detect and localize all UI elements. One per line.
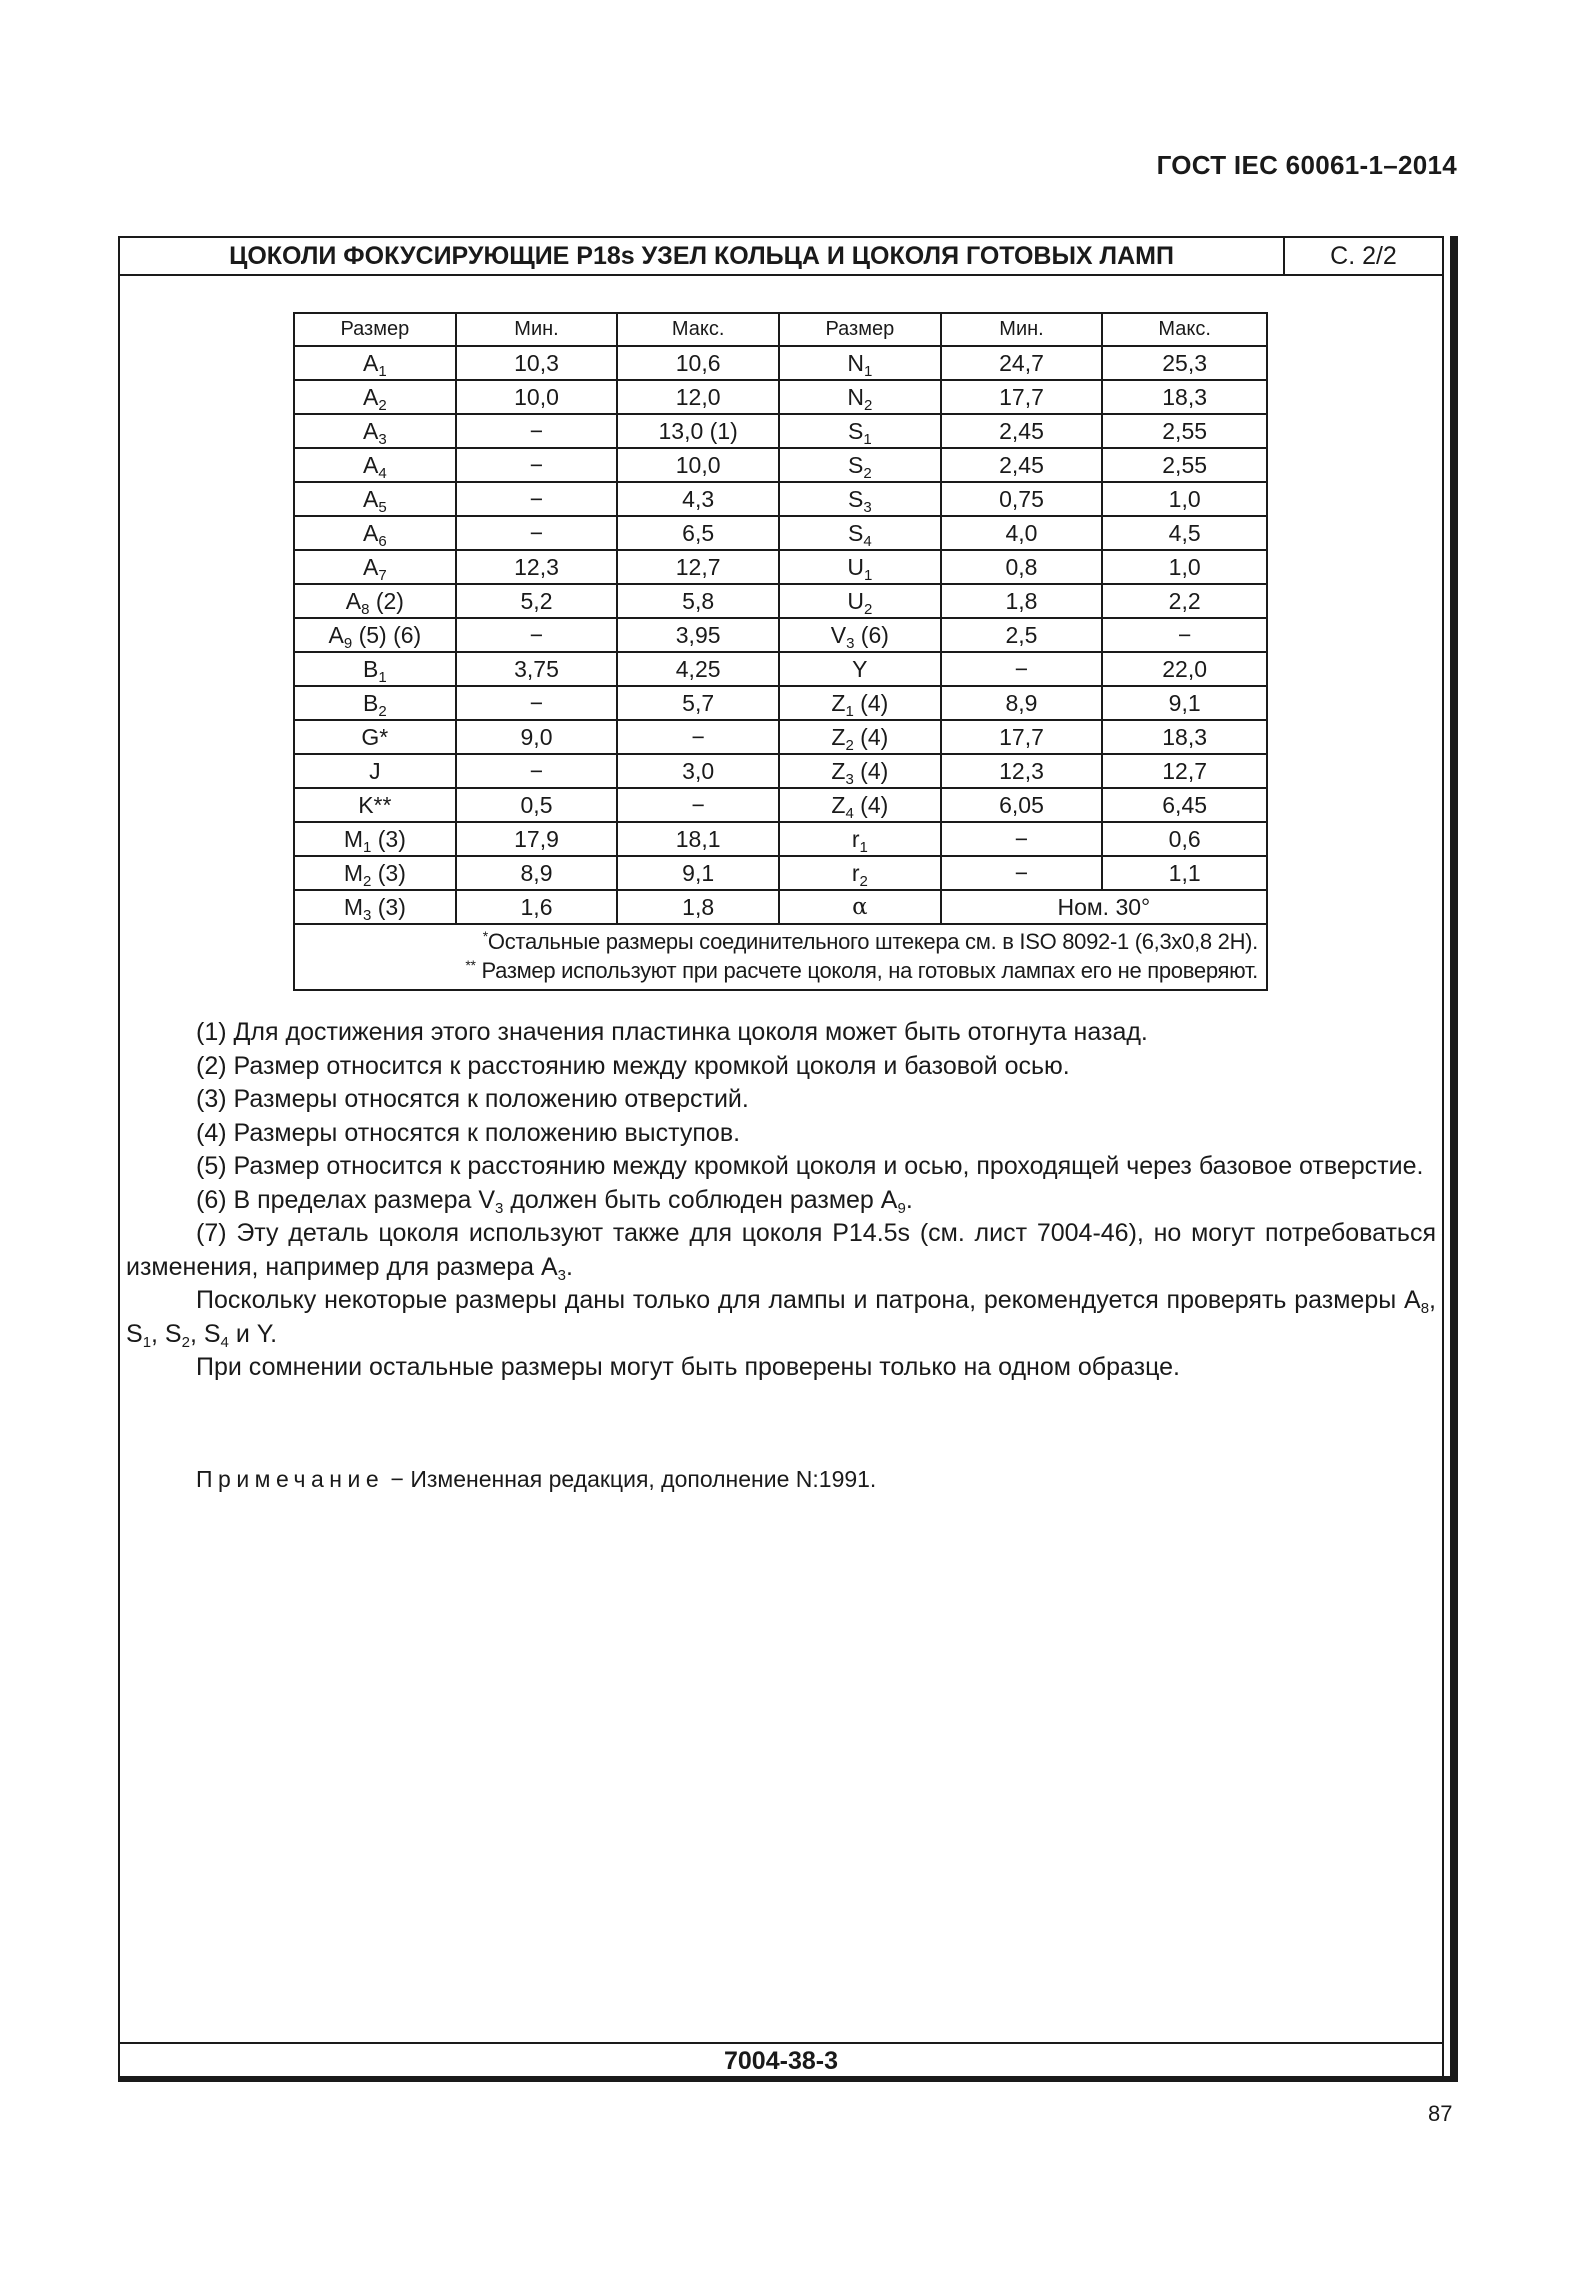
table-cell (779, 720, 941, 754)
table-row (294, 414, 1267, 448)
size-base: A (345, 587, 362, 614)
size-base: J (369, 757, 381, 784)
sheet-title: ЦОКОЛИ ФОКУСИРУЮЩИЕ P18s УЗЕЛ КОЛЬЦА И ЦОКОЛЯ ГОТОВЫХ ЛАМП (120, 238, 1285, 274)
table-cell (294, 720, 456, 754)
remark-label: Примечание (196, 1466, 385, 1492)
table-cell: − (456, 482, 618, 516)
size-subscript: 2 (863, 396, 873, 414)
footnote-1 (303, 927, 1258, 956)
table-cell: 9,1 (617, 856, 779, 890)
table-row (294, 448, 1267, 482)
size-base: Z (831, 689, 846, 716)
header-size: Размер (779, 313, 941, 346)
table-cell: 9,1 (1102, 686, 1267, 720)
table-footnotes (294, 924, 1267, 990)
table-cell: − (456, 414, 618, 448)
size-base: r (851, 859, 860, 886)
table-cell (294, 754, 456, 788)
table-cell: − (1102, 618, 1267, 652)
table-cell (294, 788, 456, 822)
size-base: S (847, 485, 864, 512)
table-cell: − (456, 754, 618, 788)
table-cell: 1,8 (941, 584, 1103, 618)
header-size: Размер (294, 313, 456, 346)
size-subscript: 3 (845, 770, 854, 788)
table-cell: 0,5 (456, 788, 618, 822)
size-note: (5) (6) (352, 621, 422, 648)
size-subscript: 2 (363, 872, 372, 890)
note-3: (3) Размеры относятся к положению отверстий. (196, 1085, 749, 1113)
table-cell (779, 380, 941, 414)
note-2: (2) Размер относится к расстоянию между кромкой цоколя и базовой осью. (196, 1051, 1070, 1080)
table-cell: 2,45 (941, 448, 1103, 482)
size-base: M (343, 859, 364, 886)
size-base: Z (831, 791, 846, 818)
size-subscript: 1 (863, 430, 872, 448)
header-max: Макс. (617, 313, 779, 346)
table-cell: − (941, 822, 1103, 856)
table-cell (294, 890, 456, 924)
size-base: K** (358, 791, 392, 818)
size-base: A (363, 519, 379, 546)
table-cell: 3,95 (617, 618, 779, 652)
table-cell: 2,55 (1102, 448, 1267, 482)
size-subscript: 3 (363, 906, 372, 924)
table-cell (294, 346, 456, 380)
size-base: A (328, 621, 344, 648)
notes-block (126, 1016, 1436, 1385)
table-cell (294, 448, 456, 482)
table-cell (294, 822, 456, 856)
size-base: A (363, 349, 379, 376)
table-cell (294, 652, 456, 686)
size-base: Y (852, 655, 868, 682)
size-base: M (343, 825, 364, 852)
size-subscript: 1 (845, 702, 854, 720)
table-cell: 24,7 (941, 346, 1103, 380)
size-note: (2) (369, 587, 404, 614)
table-cell (779, 482, 941, 516)
remark (196, 1466, 876, 1493)
table-cell (294, 516, 456, 550)
note-5: (5) Размер относится к расстоянию между кромкой цоколя и осью, проходящей через базовое отверстие. (196, 1152, 1424, 1180)
table-cell (779, 652, 941, 686)
table-cell: 12,3 (456, 550, 618, 584)
size-base: G* (361, 723, 389, 750)
table-cell: 1,0 (1102, 482, 1267, 516)
table-cell: − (456, 516, 618, 550)
size-note: (4) (853, 757, 889, 784)
table-cell (294, 584, 456, 618)
size-subscript: 1 (363, 838, 372, 856)
footnote-mark: * (482, 928, 488, 944)
table-cell: 1,1 (1102, 856, 1267, 890)
size-note: (3) (371, 825, 406, 852)
table-row (294, 652, 1267, 686)
table-cell: 10,6 (617, 346, 779, 380)
size-subscript: 2 (863, 600, 873, 618)
table-row (294, 720, 1267, 754)
size-subscript: 3 (378, 430, 387, 448)
table-footnote-row (294, 924, 1267, 990)
size-subscript: 1 (378, 362, 387, 380)
standard-designation: ГОСТ IEC 60061-1–2014 (1156, 150, 1457, 180)
table-cell: 4,0 (941, 516, 1103, 550)
table-row (294, 856, 1267, 890)
sheet-code: 7004-38-3 (120, 2042, 1442, 2078)
table-cell: 17,7 (941, 380, 1103, 414)
footnote-text: Остальные размеры соединительного штекера см. в ISO 8092-1 (6,3х0,8 2Н). (487, 929, 1258, 954)
table-cell: 12,7 (1102, 754, 1267, 788)
table-row (294, 822, 1267, 856)
note-4: (4) Размеры относятся к положению выступов. (196, 1118, 741, 1147)
table-cell (294, 686, 456, 720)
table-cell (779, 448, 941, 482)
table-cell: 9,0 (456, 720, 618, 754)
table-cell (779, 414, 941, 448)
table-cell: 6,05 (941, 788, 1103, 822)
table-cell: 5,7 (617, 686, 779, 720)
table-cell: 5,2 (456, 584, 618, 618)
table-cell (779, 346, 941, 380)
table-row (294, 346, 1267, 380)
table-row (294, 754, 1267, 788)
size-subscript: 6 (378, 532, 387, 550)
table-cell: 17,7 (941, 720, 1103, 754)
size-base: r (851, 825, 860, 852)
table-cell (779, 822, 941, 856)
table-row (294, 788, 1267, 822)
size-subscript: 7 (378, 566, 387, 584)
table-cell (779, 618, 941, 652)
table-cell: α (779, 890, 941, 924)
frame-shadow-bottom (118, 2076, 1458, 2082)
table-cell: 5,8 (617, 584, 779, 618)
table-cell: 1,6 (456, 890, 618, 924)
size-base: A (363, 417, 379, 444)
table-cell: 4,3 (617, 482, 779, 516)
table-cell: 2,55 (1102, 414, 1267, 448)
table-cell: 12,7 (617, 550, 779, 584)
table-cell (779, 686, 941, 720)
table-cell (294, 414, 456, 448)
size-base: S (847, 519, 864, 546)
note-1: (1) Для достижения этого значения пластинка цоколя может быть отогнута назад. (196, 1018, 1148, 1046)
size-subscript: 2 (859, 872, 868, 890)
size-base: Z (831, 723, 846, 750)
size-base: V (830, 621, 847, 648)
table-body (294, 346, 1267, 890)
table-cell: 22,0 (1102, 652, 1267, 686)
table-cell: 12,0 (617, 380, 779, 414)
table-cell: 18,3 (1102, 720, 1267, 754)
size-subscript: 3 (863, 498, 872, 516)
note-7: (7) Эту деталь цоколя используют также для цоколя P14.5s (см. лист 7004-46), но могут потребоваться изменения, например для размера $A_3$. (126, 1219, 1436, 1284)
size-base: B (363, 655, 379, 682)
dimensions-table (293, 312, 1268, 991)
table-cell: 4,25 (617, 652, 779, 686)
table-cell: − (456, 686, 618, 720)
remark-text: − Измененная редакция, дополнение N:1991. (384, 1466, 877, 1492)
table-row (294, 584, 1267, 618)
table-row (294, 618, 1267, 652)
size-base: S (847, 451, 864, 478)
size-base: A (363, 383, 379, 410)
table-cell: − (456, 448, 618, 482)
size-note: (3) (371, 859, 406, 886)
table-cell: − (617, 788, 779, 822)
size-subscript: 1 (863, 566, 873, 584)
size-subscript: 2 (845, 736, 854, 754)
table-cell: 18,1 (617, 822, 779, 856)
table-cell: 8,9 (456, 856, 618, 890)
table-cell: 4,5 (1102, 516, 1267, 550)
page-number: 87 (1428, 2101, 1453, 2126)
table-cell: 25,3 (1102, 346, 1267, 380)
table-cell: − (456, 618, 618, 652)
table-cell: 1,0 (1102, 550, 1267, 584)
table-cell: 3,75 (456, 652, 618, 686)
size-base: N (847, 349, 864, 376)
table-row (294, 686, 1267, 720)
table-cell: − (941, 652, 1103, 686)
table-cell (779, 754, 941, 788)
size-subscript: 1 (378, 668, 387, 686)
size-subscript: 4 (378, 464, 387, 482)
size-base: Z (831, 757, 846, 784)
size-subscript: 3 (846, 634, 855, 652)
table-cell: 10,3 (456, 346, 618, 380)
size-subscript: 2 (863, 464, 872, 482)
size-base: A (363, 553, 379, 580)
size-note: (4) (853, 723, 889, 750)
table-cell (779, 516, 941, 550)
size-subscript: 1 (863, 362, 873, 380)
size-subscript: 4 (863, 532, 872, 550)
table-cell: 10,0 (617, 448, 779, 482)
note-6: (6) В пределах размера $V_3$ должен быть соблюден размер $A_9$. (196, 1185, 913, 1217)
header-min: Мин. (941, 313, 1103, 346)
table-cell (294, 482, 456, 516)
table-cell: 6,5 (617, 516, 779, 550)
table-cell: 17,9 (456, 822, 618, 856)
table-cell: − (617, 720, 779, 754)
table-row (294, 482, 1267, 516)
table-cell (294, 856, 456, 890)
table-cell: 2,5 (941, 618, 1103, 652)
size-subscript: 8 (361, 600, 370, 618)
table-cell (294, 380, 456, 414)
table-cell (779, 584, 941, 618)
size-note: (4) (853, 791, 889, 818)
size-note: (6) (854, 621, 889, 648)
table-row (294, 890, 1267, 924)
table-cell (779, 550, 941, 584)
table-cell (294, 618, 456, 652)
header-min: Мин. (456, 313, 618, 346)
table-cell: 8,9 (941, 686, 1103, 720)
table-cell: 12,3 (941, 754, 1103, 788)
table-cell (779, 856, 941, 890)
footnote-2 (303, 956, 1258, 985)
size-note: (3) (371, 893, 406, 920)
table-cell: 0,6 (1102, 822, 1267, 856)
table-cell: 0,8 (941, 550, 1103, 584)
size-base: A (363, 485, 379, 512)
table-cell: 2,2 (1102, 584, 1267, 618)
footnote-text: Размер используют при расчете цоколя, на готовых лампах его не проверяют. (475, 958, 1258, 983)
size-base: N (847, 383, 864, 410)
sheet-number: С. 2/2 (1330, 242, 1397, 270)
table-cell: Ном. 30° (941, 890, 1267, 924)
table-row (294, 516, 1267, 550)
size-subscript: 4 (845, 804, 854, 822)
size-base: S (847, 417, 864, 444)
table-cell (294, 550, 456, 584)
size-subscript: 2 (378, 396, 387, 414)
header-max: Макс. (1102, 313, 1267, 346)
size-subscript: 5 (378, 498, 387, 516)
table-cell: 1,8 (617, 890, 779, 924)
table-cell: 2,45 (941, 414, 1103, 448)
table-cell: 6,45 (1102, 788, 1267, 822)
table-cell: 13,0 (1) (617, 414, 779, 448)
table-cell: 10,0 (456, 380, 618, 414)
table-cell: − (941, 856, 1103, 890)
table-header-row (294, 313, 1267, 346)
size-note: (4) (853, 689, 889, 716)
table-cell: 0,75 (941, 482, 1103, 516)
size-base: U (847, 553, 864, 580)
table-row (294, 550, 1267, 584)
table-cell (779, 788, 941, 822)
paragraph-check-sizes: Поскольку некоторые размеры даны только для лампы и патрона, рекомендуется проверять размеры $A_8$, $S_1$, $S_2$, $S_4$ и Y. (126, 1286, 1436, 1351)
table-cell: 18,3 (1102, 380, 1267, 414)
size-subscript: 2 (378, 702, 387, 720)
table-row (294, 380, 1267, 414)
size-base: A (363, 451, 379, 478)
size-base: U (847, 587, 864, 614)
size-subscript: 9 (343, 634, 353, 652)
frame-shadow-right (1450, 236, 1458, 2082)
size-base: M (343, 893, 364, 920)
sheet-header (120, 238, 1442, 276)
size-base: B (363, 689, 379, 716)
table-cell: 3,0 (617, 754, 779, 788)
footnote-mark: ** (465, 957, 476, 973)
size-subscript: 1 (859, 838, 868, 856)
paragraph-doubt: При сомнении остальные размеры могут быть проверены только на одном образце. (196, 1353, 1180, 1381)
